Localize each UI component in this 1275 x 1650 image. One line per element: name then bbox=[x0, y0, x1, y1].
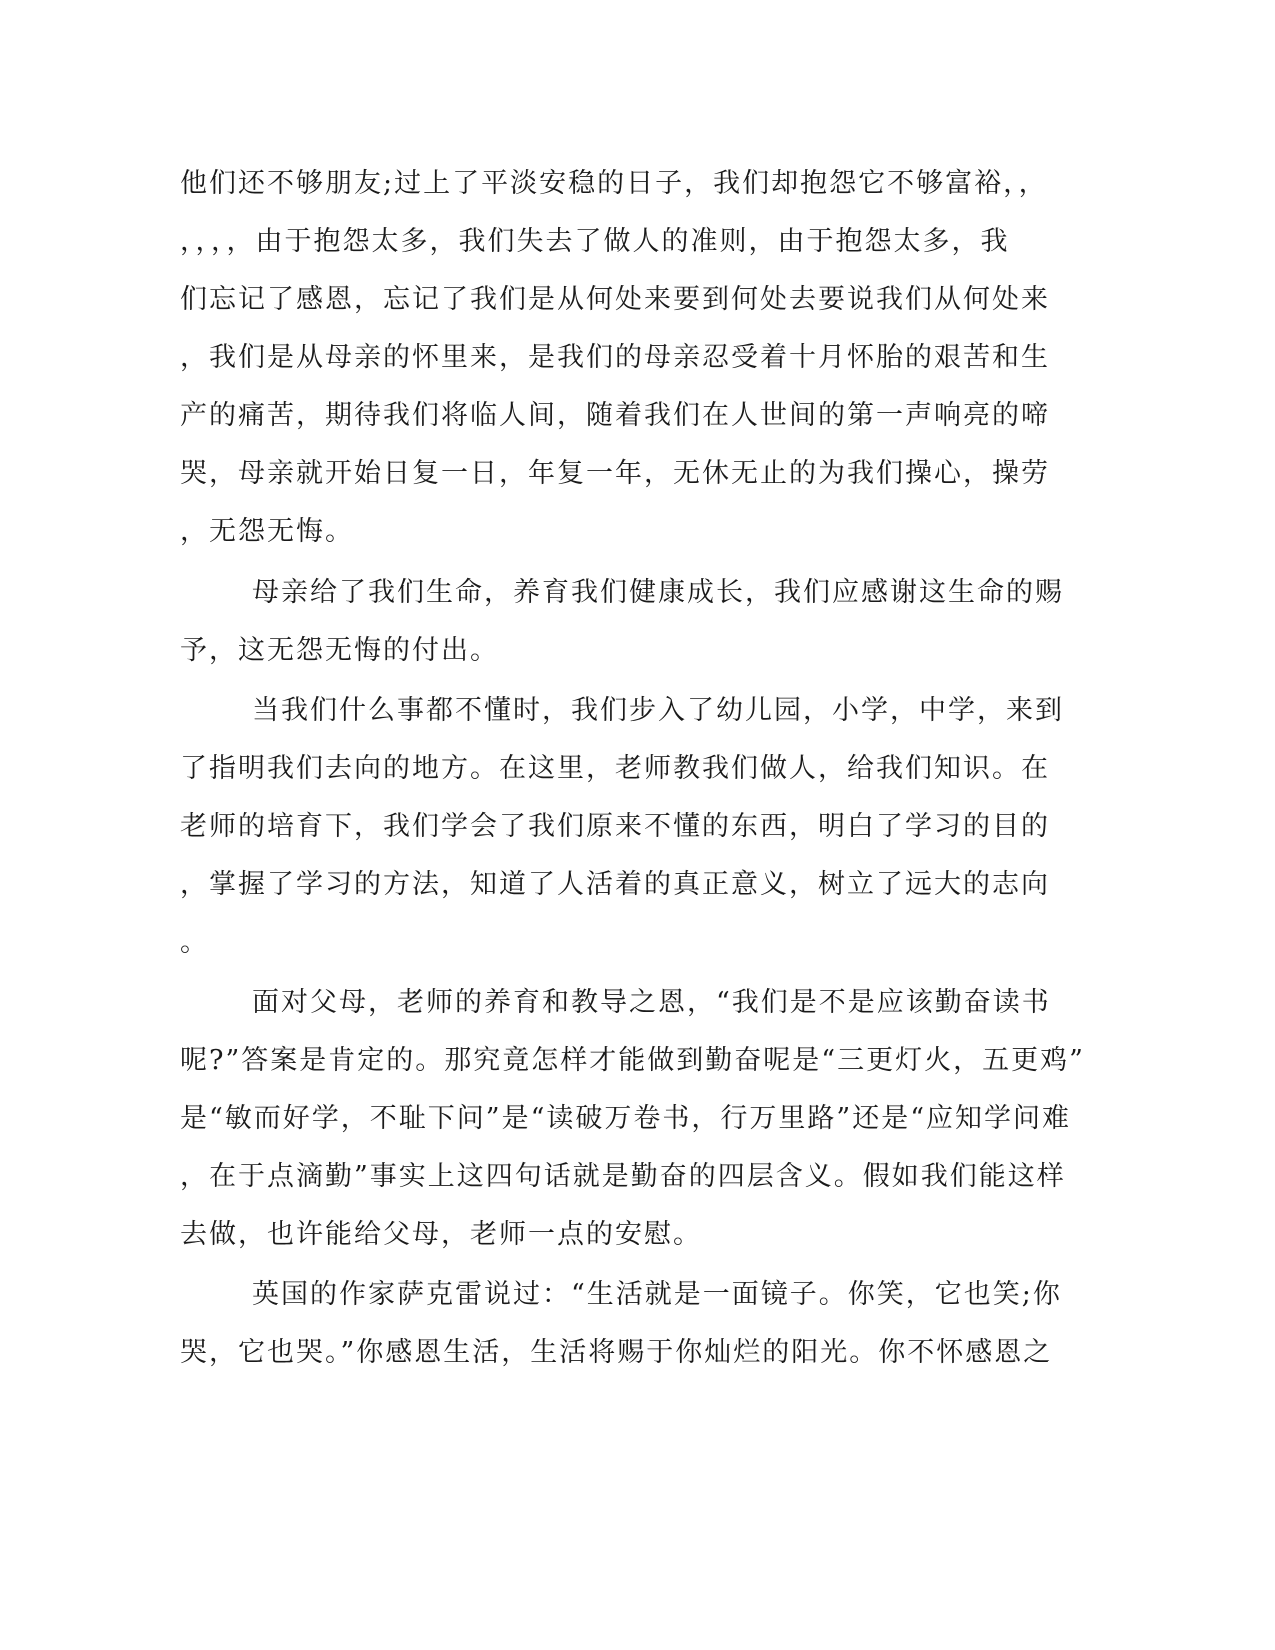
text-line: 他们还不够朋友;过上了平淡安稳的日子，我们却抱怨它不够富裕，， bbox=[180, 168, 1048, 199]
text-line: ，，，，由于抱怨太多，我们失去了做人的准则，由于抱怨太多，我 bbox=[180, 226, 1010, 257]
text-line: 呢?”答案是肯定的。那究竟怎样才能做到勤奋呢是“三更灯火，五更鸡” bbox=[180, 1045, 1085, 1076]
paragraph-first-line: 面对父母，老师的养育和教导之恩，“我们是不是应该勤奋读书 bbox=[252, 987, 1051, 1018]
text-line: ，无怨无悔。 bbox=[180, 516, 354, 547]
text-line: 去做，也许能给父母，老师一点的安慰。 bbox=[180, 1219, 702, 1250]
text-line: 是“敏而好学，不耻下问”是“读破万卷书，行万里路”还是“应知学问难 bbox=[180, 1103, 1072, 1134]
text-line: 们忘记了感恩，忘记了我们是从何处来要到何处去要说我们从何处来 bbox=[180, 284, 1050, 315]
paragraph-first-line: 英国的作家萨克雷说过：“生活就是一面镜子。你笑，它也笑;你 bbox=[252, 1279, 1062, 1310]
text-line: ，我们是从母亲的怀里来，是我们的母亲忍受着十月怀胎的艰苦和生 bbox=[180, 342, 1050, 373]
paragraph-first-line: 当我们什么事都不懂时，我们步入了幼儿园，小学，中学，来到 bbox=[252, 695, 1064, 726]
text-line: 产的痛苦，期待我们将临人间，随着我们在人世间的第一声响亮的啼 bbox=[180, 400, 1050, 431]
paragraph-first-line: 母亲给了我们生命，养育我们健康成长，我们应感谢这生命的赐 bbox=[252, 577, 1064, 608]
text-line: ，在于点滴勤”事实上这四句话就是勤奋的四层含义。假如我们能这样 bbox=[180, 1161, 1066, 1192]
text-line: 。 bbox=[180, 927, 209, 958]
text-line: ，掌握了学习的方法，知道了人活着的真正意义，树立了远大的志向 bbox=[180, 869, 1050, 900]
text-line: 老师的培育下，我们学会了我们原来不懂的东西，明白了学习的目的 bbox=[180, 811, 1050, 842]
text-line: 哭，母亲就开始日复一日，年复一年，无休无止的为我们操心，操劳 bbox=[180, 458, 1050, 489]
text-line: 哭，它也哭。”你感恩生活，生活将赐于你灿烂的阳光。你不怀感恩之 bbox=[180, 1337, 1053, 1368]
text-line: 予，这无怨无悔的付出。 bbox=[180, 635, 499, 666]
text-line: 了指明我们去向的地方。在这里，老师教我们做人，给我们知识。在 bbox=[180, 753, 1050, 784]
